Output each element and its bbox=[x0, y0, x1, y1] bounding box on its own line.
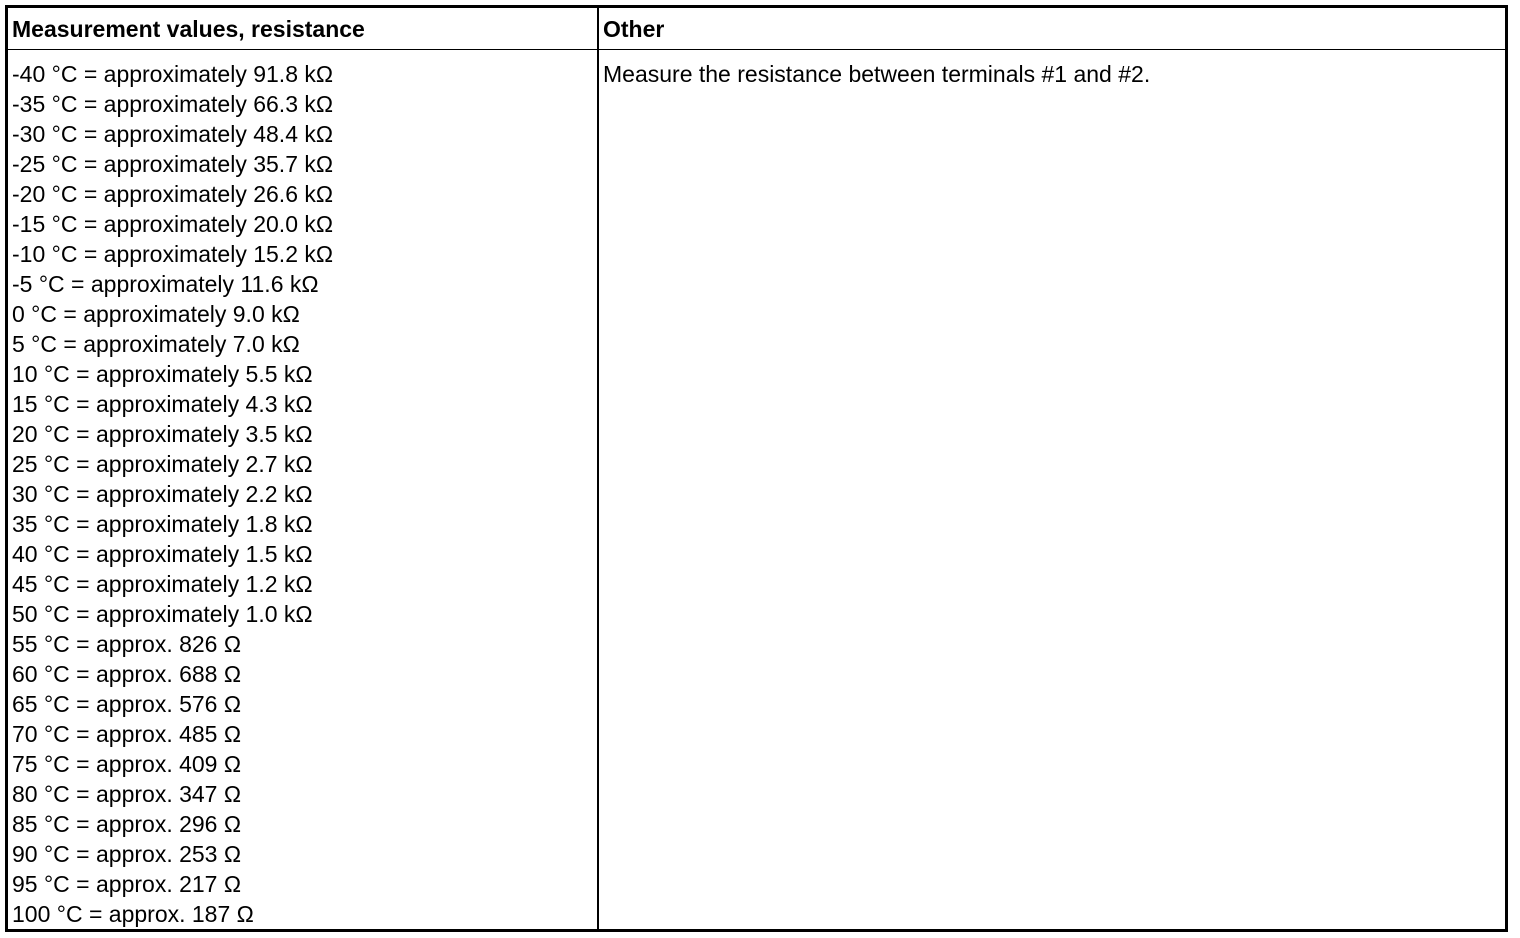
measurement-value-line: 50 °C = approximately 1.0 kΩ bbox=[12, 601, 313, 627]
measurement-value-line: 30 °C = approximately 2.2 kΩ bbox=[12, 481, 313, 507]
measurement-value-line: -40 °C = approximately 91.8 kΩ bbox=[12, 61, 334, 87]
measurement-values-header: Measurement values, resistance bbox=[8, 8, 599, 50]
measurement-value-line: 55 °C = approx. 826 Ω bbox=[12, 631, 242, 657]
other-cell bbox=[599, 50, 1505, 929]
measurement-value-line: 100 °C = approx. 187 Ω bbox=[12, 901, 254, 927]
measurement-value-line: 95 °C = approx. 217 Ω bbox=[12, 871, 242, 897]
measurement-value-line: -20 °C = approximately 26.6 kΩ bbox=[12, 181, 334, 207]
measurement-values-list bbox=[12, 59, 597, 929]
measurement-value-line: 5 °C = approximately 7.0 kΩ bbox=[12, 331, 300, 357]
measurement-value-line: 15 °C = approximately 4.3 kΩ bbox=[12, 391, 313, 417]
measurement-value-line: 10 °C = approximately 5.5 kΩ bbox=[12, 361, 313, 387]
measurement-value-line: 80 °C = approx. 347 Ω bbox=[12, 781, 242, 807]
measurement-value-line: 90 °C = approx. 253 Ω bbox=[12, 841, 242, 867]
measurement-value-line: 75 °C = approx. 409 Ω bbox=[12, 751, 242, 777]
measurement-value-line: 60 °C = approx. 688 Ω bbox=[12, 661, 242, 687]
measurement-value-line: 70 °C = approx. 485 Ω bbox=[12, 721, 242, 747]
measurement-value-line: 65 °C = approx. 576 Ω bbox=[12, 691, 242, 717]
measurement-value-line: -10 °C = approximately 15.2 kΩ bbox=[12, 241, 334, 267]
measurement-value-line: -30 °C = approximately 48.4 kΩ bbox=[12, 121, 334, 147]
measurement-value-line: 0 °C = approximately 9.0 kΩ bbox=[12, 301, 300, 327]
measurement-value-line: -35 °C = approximately 66.3 kΩ bbox=[12, 91, 334, 117]
other-instruction-text: Measure the resistance between terminals #1 and #2. bbox=[603, 61, 1151, 87]
measurement-value-line: 25 °C = approximately 2.7 kΩ bbox=[12, 451, 313, 477]
measurement-value-line: -15 °C = approximately 20.0 kΩ bbox=[12, 211, 334, 237]
measurement-value-line: 20 °C = approximately 3.5 kΩ bbox=[12, 421, 313, 447]
resistance-spec-table bbox=[5, 5, 1508, 932]
measurement-values-cell bbox=[8, 50, 599, 929]
measurement-value-line: -25 °C = approximately 35.7 kΩ bbox=[12, 151, 334, 177]
measurement-value-line: 85 °C = approx. 296 Ω bbox=[12, 811, 242, 837]
measurement-value-line: 40 °C = approximately 1.5 kΩ bbox=[12, 541, 313, 567]
other-header: Other bbox=[599, 8, 1505, 50]
measurement-value-line: 35 °C = approximately 1.8 kΩ bbox=[12, 511, 313, 537]
measurement-value-line: -5 °C = approximately 11.6 kΩ bbox=[12, 271, 319, 297]
measurement-value-line: 45 °C = approximately 1.2 kΩ bbox=[12, 571, 313, 597]
